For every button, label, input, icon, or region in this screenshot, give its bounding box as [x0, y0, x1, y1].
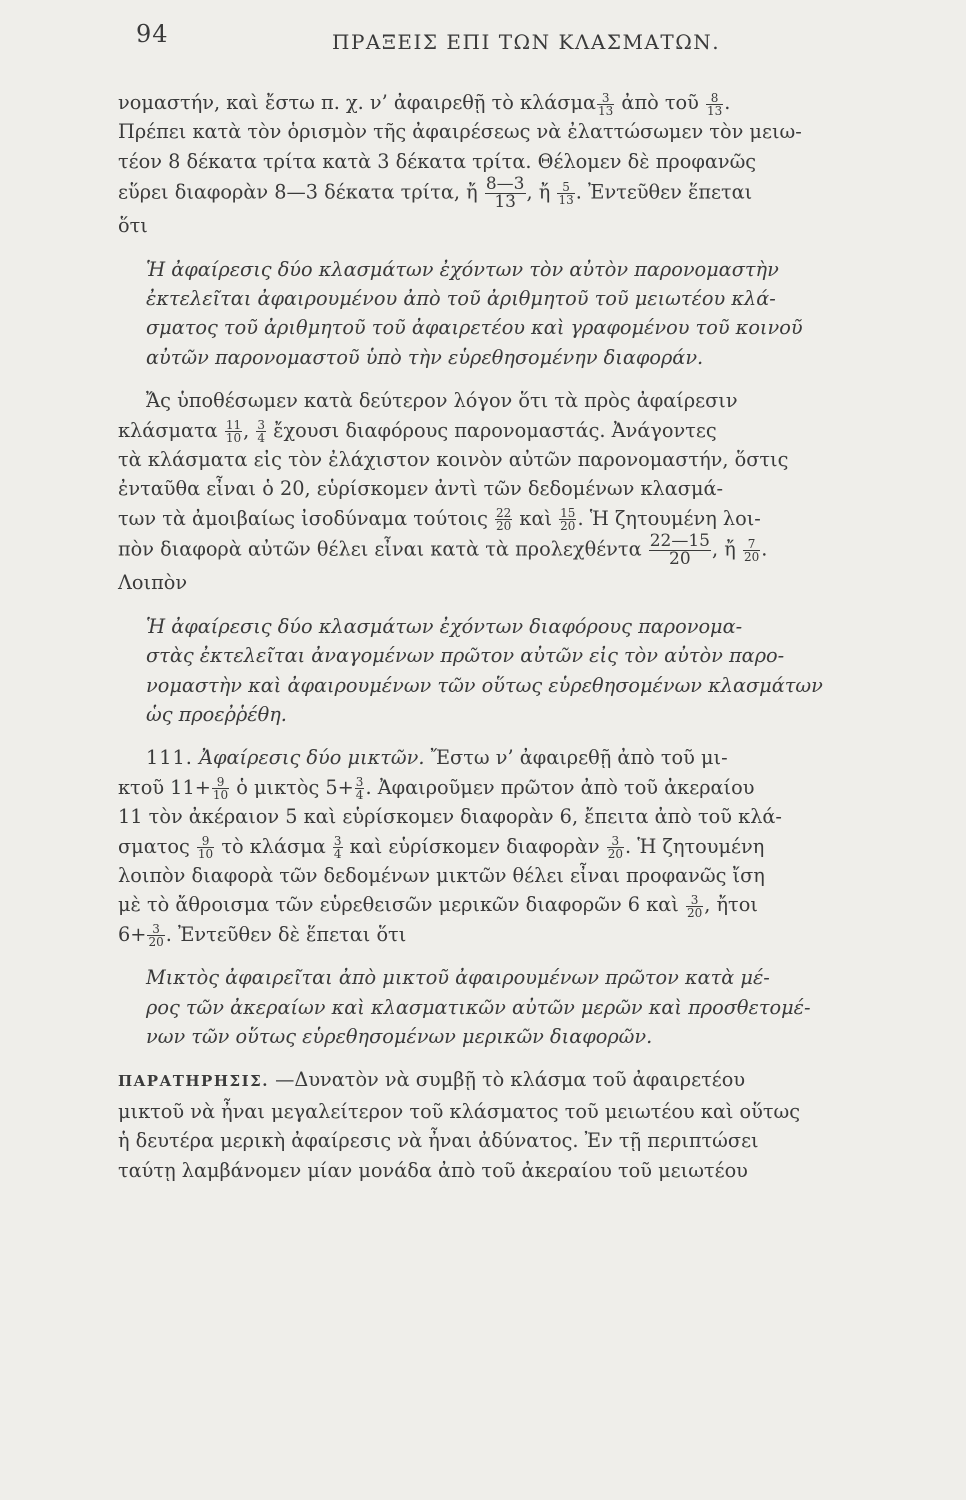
- fraction: $\frac{3}{13}$: [598, 90, 614, 118]
- text-line: 111. Ἀφαίρεσις δύο μικτῶν. Ἔστω ν’ ἀφαιρεθῇ ἀπὸ τοῦ μι-: [146, 746, 728, 770]
- section-number: 111.: [146, 746, 193, 770]
- fraction: $\frac{9}{10}$: [212, 775, 229, 803]
- text-line: ἡ δευτέρα μερικὴ ἀφαίρεσις νὰ ἦναι ἀδύνατος. Ἐν τῇ περιπτώσει: [118, 1129, 759, 1153]
- text-line: Ἡ ἀφαίρεσις δύο κλασμάτων ἐχόντων τὸν αὐτὸν παρονομαστὴν: [146, 257, 779, 281]
- paragraph-subtraction-same-denominator: [118, 88, 826, 241]
- text-line: τέον 8 δέκατα τρίτα κατὰ 3 δέκατα τρίτα. Θέλομεν δὲ προφανῶς: [118, 149, 757, 173]
- fraction: $\frac{7}{20}$: [743, 537, 760, 565]
- fraction: $\frac{3}{4}$: [257, 418, 266, 446]
- text-line: ἐκτελεῖται ἀφαιρουμένου ἀπὸ τοῦ ἀριθμητοῦ τοῦ μειωτέου κλά-: [146, 287, 776, 311]
- rule-same-denominator: [118, 255, 826, 373]
- running-title: ΠΡΑΞΕΙΣ ΕΠΙ ΤΩΝ ΚΛΑΣΜΑΤΩΝ.: [332, 30, 721, 54]
- text-line: ὡς προεῤῥέθη.: [146, 702, 287, 726]
- remark-paragraph: [118, 1065, 826, 1185]
- text-line: μὲ τὸ ἄθροισμα τῶν εὑρεθεισῶν μερικῶν διαφορῶν 6 καὶ $\frac{3}{20}$ , ἤτοι: [118, 892, 758, 920]
- text-line: κτοῦ 11+ $\frac{9}{10}$ ὁ μικτὸς 5+ $\frac{3}{4}$ . Ἀφαιροῦμεν πρῶτον ἀπὸ τοῦ ἀκεραίου: [118, 775, 755, 803]
- rule-different-denominators: [118, 612, 826, 730]
- page-number: 94: [136, 20, 169, 48]
- fraction: $\frac{3}{4}$: [333, 834, 342, 862]
- text-line: Μικτὸς ἀφαιρεῖται ἀπὸ μικτοῦ ἀφαιρουμένων πρῶτον κατὰ μέ-: [146, 966, 770, 990]
- rule-mixed-subtraction: [118, 963, 826, 1051]
- fraction: $\frac{15}{20}$: [560, 506, 576, 534]
- text-line: ὅτι: [118, 214, 148, 238]
- fraction: $\frac{8—3}{13}$: [485, 174, 525, 213]
- fraction: $\frac{22}{20}$: [496, 506, 512, 534]
- text-line: σματος τοῦ ἀριθμητοῦ τοῦ ἀφαιρετέου καὶ γραφομένου τοῦ κοινοῦ: [146, 316, 803, 340]
- section-heading: Ἀφαίρεσις δύο μικτῶν.: [199, 746, 425, 770]
- paragraph-subtraction-different-denominators: [118, 386, 826, 597]
- text-line: 6+ $\frac{3}{20}$ . Ἐντεῦθεν δὲ ἕπεται ὅτι: [118, 922, 407, 950]
- fraction: $\frac{3}{4}$: [355, 775, 364, 803]
- fraction: $\frac{3}{20}$: [607, 834, 623, 862]
- text-line: ΠΑΡΑΤΗΡΗΣΙΣ. —Δυνατὸν νὰ συμβῇ τὸ κλάσμα τοῦ ἀφαιρετέου: [118, 1068, 746, 1092]
- text-line: σματος $\frac{9}{10}$ τὸ κλάσμα $\frac{3}{4}$ καὶ εὑρίσκομεν διαφορὰν $\frac{3}{20}$ . Ἡ ζητουμένη: [118, 834, 765, 862]
- text-line: εὕρει διαφορὰν 8—3 δέκατα τρίτα, ἤ $\frac{8—3}{13}$ , ἤ $\frac{5}{13}$ . Ἐντεῦθεν ἕπεται: [118, 174, 753, 213]
- fraction: $\frac{11}{10}$: [225, 418, 242, 446]
- section-111-mixed-subtraction: [118, 743, 826, 949]
- fraction: $\frac{3}{20}$: [686, 892, 703, 920]
- fraction: $\frac{8}{13}$: [706, 90, 723, 118]
- text-line: 11 τὸν ἀκέραιον 5 καὶ εὑρίσκομεν διαφορὰν 6, ἔπειτα ἀπὸ τοῦ κλά-: [118, 805, 782, 829]
- text-line: στὰς ἐκτελεῖται ἀναγομένων πρῶτον αὐτῶν εἰς τὸν αὐτὸν παρο-: [146, 644, 785, 668]
- text-line: λοιπὸν διαφορὰ τῶν δεδομένων μικτῶν θέλει εἶναι προφανῶς ἴση: [118, 863, 765, 887]
- fraction: $\frac{5}{13}$: [558, 180, 574, 208]
- page-header: [118, 16, 826, 88]
- remark-label: ΠΑΡΑΤΗΡΗΣΙΣ.: [118, 1072, 269, 1091]
- text-line: νων τῶν οὕτως εὑρεθησομένων μερικῶν διαφορῶν.: [146, 1024, 653, 1048]
- text-line: Ἡ ἀφαίρεσις δύο κλασμάτων ἐχόντων διαφόρους παρονομα-: [146, 614, 743, 638]
- text-line: νομαστήν, καὶ ἔστω π. χ. ν’ ἀφαιρεθῇ τὸ κλάσμα $\frac{3}{13}$ ἀπὸ τοῦ $\frac{8}{13}$ .: [118, 90, 731, 118]
- text-line: ταύτῃ λαμβάνομεν μίαν μονάδα ἀπὸ τοῦ ἀκεραίου τοῦ μειωτέου: [118, 1158, 748, 1182]
- fraction: $\frac{22—15}{20}$: [649, 531, 710, 570]
- text-line: Ἄς ὑποθέσωμεν κατὰ δεύτερον λόγον ὅτι τὰ πρὸς ἀφαίρεσιν: [146, 389, 738, 413]
- text-line: αὐτῶν παρονομαστοῦ ὑπὸ τὴν εὑρεθησομένην διαφοράν.: [146, 345, 704, 369]
- text-line: πὸν διαφορὰ αὐτῶν θέλει εἶναι κατὰ τὰ προλεχθέντα $\frac{22—15}{20}$ , ἤ $\frac{7}{20}$ .: [118, 531, 768, 570]
- text-line: ἐνταῦθα εἶναι ὁ 20, εὑρίσκομεν ἀντὶ τῶν δεδομένων κλασμά-: [118, 477, 724, 501]
- text-line: των τὰ ἀμοιβαίως ἰσοδύναμα τούτοις $\frac{22}{20}$ καὶ $\frac{15}{20}$ . Ἡ ζητουμένη λοι-: [118, 506, 761, 534]
- text-line: μικτοῦ νὰ ἦναι μεγαλείτερον τοῦ κλάσματος τοῦ μειωτέου καὶ οὕτως: [118, 1099, 801, 1123]
- text-line: ρος τῶν ἀκεραίων καὶ κλασματικῶν αὐτῶν μερῶν καὶ προσθετομέ-: [146, 995, 811, 1019]
- text-line: Λοιπὸν: [118, 571, 188, 595]
- text-line: Πρέπει κατὰ τὸν ὁρισμὸν τῆς ἀφαιρέσεως νὰ ἐλαττώσωμεν τὸν μειω-: [118, 120, 802, 144]
- text-line: κλάσματα $\frac{11}{10}$ , $\frac{3}{4}$ ἔχουσι διαφόρους παρονομαστάς. Ἀνάγοντες: [118, 418, 717, 446]
- fraction: $\frac{9}{10}$: [197, 834, 214, 862]
- text-line: τὰ κλάσματα εἰς τὸν ἐλάχιστον κοινὸν αὐτῶν παρονομαστήν, ὅστις: [118, 448, 789, 472]
- fraction: $\frac{3}{20}$: [148, 922, 164, 950]
- text-line: νομαστὴν καὶ ἀφαιρουμένων τῶν οὕτως εὑρεθησομένων κλασμάτων: [146, 673, 823, 697]
